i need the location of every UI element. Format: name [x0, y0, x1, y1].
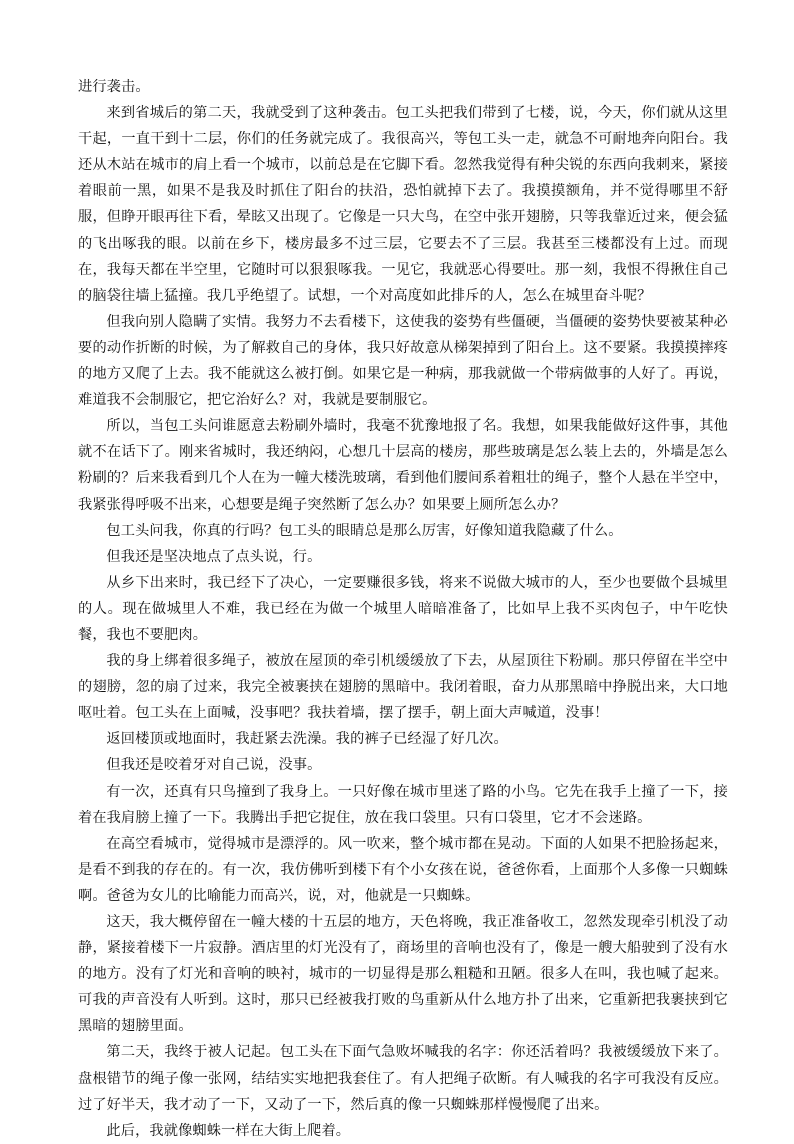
paragraph-7: 从乡下出来时，我已经下了决心，一定要赚很多钱，将来不说做大城市的人，至少也要做个县城里的人。现在做城里人不难，我已经在为做一个城里人暗暗准备了，比如早上我不买肉包子，中午吃快餐，我也不要肥肉。 — [78, 574, 728, 643]
paragraph-9: 返回楼顶或地面时，我赶紧去洗澡。我的裤子已经湿了好几次。 — [106, 731, 508, 748]
paragraph-14: 第二天，我终于被人记起。包工头在下面气急败坏喊我的名字：你还活着吗？我被缓缓放下来了。盘根错节的绳子像一张网，结结实实地把我套住了。有人把绳子砍断。有人喊我的名字可我没有反应。过了好半天，我才动了一下，又动了一下，然后真的像一只蜘蛛那样慢慢爬了出来。 — [78, 1044, 728, 1113]
paragraph-6: 但我还是坚决地点了点头说，行。 — [106, 548, 322, 565]
paragraph-10: 但我还是咬着牙对自己说，没事。 — [106, 757, 322, 774]
paragraph-13: 这天，我大概停留在一幢大楼的十五层的地方，天色将晚，我正准备收工，忽然发现牵引机没了动静，紧接着楼下一片寂静。酒店里的灯光没有了，商场里的音响也没有了，像是一艘大船驶到了没有水的地方。没有了灯光和音响的映衬，城市的一切显得是那么粗糙和丑陋。很多人在叫，我也喊了起来。可我的声音没有人听到。这时，那只已经被我打败的鸟重新从什么地方扑了出来，它重新把我裹挟到它黑暗的翅膀里面。 — [78, 914, 728, 1035]
paragraph-4: 所以，当包工头问谁愿意去粉刷外墙时，我毫不犹豫地报了名。我想，如果我能做好这件事，其他就不在话下了。刚来省城时，我还纳闷，心想几十层高的楼房，那些玻璃是怎么装上去的，外墙是怎么粉刷的？后来我看到几个人在为一幢大楼洗玻璃，看到他们腰间系着粗壮的绳子，整个人悬在半空中，我紧张得呼吸不出来，心想要是绳子突然断了怎么办？如果要上厕所怎么办？ — [78, 418, 728, 513]
paragraph-2: 来到省城后的第二天，我就受到了这种袭击。包工头把我们带到了七楼，说，今天，你们就从这里干起，一直干到十二层，你们的任务就完成了。我很高兴，等包工头一走，就急不可耐地奔向阳台。我还从木站在城市的肩上看一个城市，以前总是在它脚下看。忽然我觉得有种尖锐的东西向我刺来，紧接着眼前一黑，如果不是我及时抓住了阳台的扶沿，恐怕就掉下去了。我摸摸额角，并不觉得哪里不舒服，但睁开眼再往下看，晕眩又出现了。它像是一只大鸟，在空中张开翅膀，只等我靠近过来，便会猛的飞出啄我的眼。以前在乡下，楼房最多不过三层，它要去不了三层。我甚至三楼都没有上过。而现在，我每天都在半空里，它随时可以狠狠啄我。一见它，我就恶心得要吐。那一刻，我恨不得揪住自己的脑袋往墙上猛撞。我几乎绝望了。试想，一个对高度如此排斥的人，怎么在城里奋斗呢？ — [78, 105, 728, 304]
paragraph-8: 我的身上绑着很多绳子，被放在屋顶的牵引机缓缓放了下去，从屋顶往下粉刷。那只停留在半空中的翅膀，忽的扇了过来，我完全被裹挟在翅膀的黑暗中。我闭着眼，奋力从那黑暗中挣脱出来，大口地呕吐着。包工头在上面喊，没事吧？我扶着墙，摆了摆手，朝上面大声喊道，没事！ — [78, 653, 728, 722]
paragraph-3: 但我向别人隐瞒了实情。我努力不去看楼下，这使我的姿势有些僵硬，当僵硬的姿势快要被某种必要的动作折断的时候，为了解救自己的身体，我只好故意从梯架掉到了阳台上。这不要紧。我摸摸摔疼的地方又爬了上去。我不能就这么被打倒。如果它是一种病，那我就做一个带病做事的人好了。再说，难道我不会制服它，把它治好么？对，我就是要制服它。 — [78, 313, 728, 409]
paragraph-15: 此后，我就像蜘蛛一样在大街上爬着。 — [106, 1122, 351, 1139]
document-page — [78, 74, 728, 1144]
paragraph-1: 进行袭击。 — [78, 79, 150, 95]
paragraph-5: 包工头问我，你真的行吗？包工头的眼睛总是那么厉害，好像知道我隐藏了什么。 — [106, 522, 623, 539]
paragraph-11: 有一次，还真有只鸟撞到了我身上。一只好像在城市里迷了路的小鸟。它先在我手上撞了一下，接着在我肩膀上撞了一下。我腾出手把它捉住，放在我口袋里。只有口袋里，它才不会迷路。 — [78, 783, 728, 826]
paragraph-12: 在高空看城市，觉得城市是漂浮的。风一吹来，整个城市都在晃动。下面的人如果不把脸扬起来，是看不到我的存在的。有一次，我仿佛听到楼下有个小女孩在说，爸爸你看，上面那个人多像一只蜘蛛啊。爸爸为女儿的比喻能力而高兴，说，对，他就是一只蜘蛛。 — [78, 835, 728, 904]
